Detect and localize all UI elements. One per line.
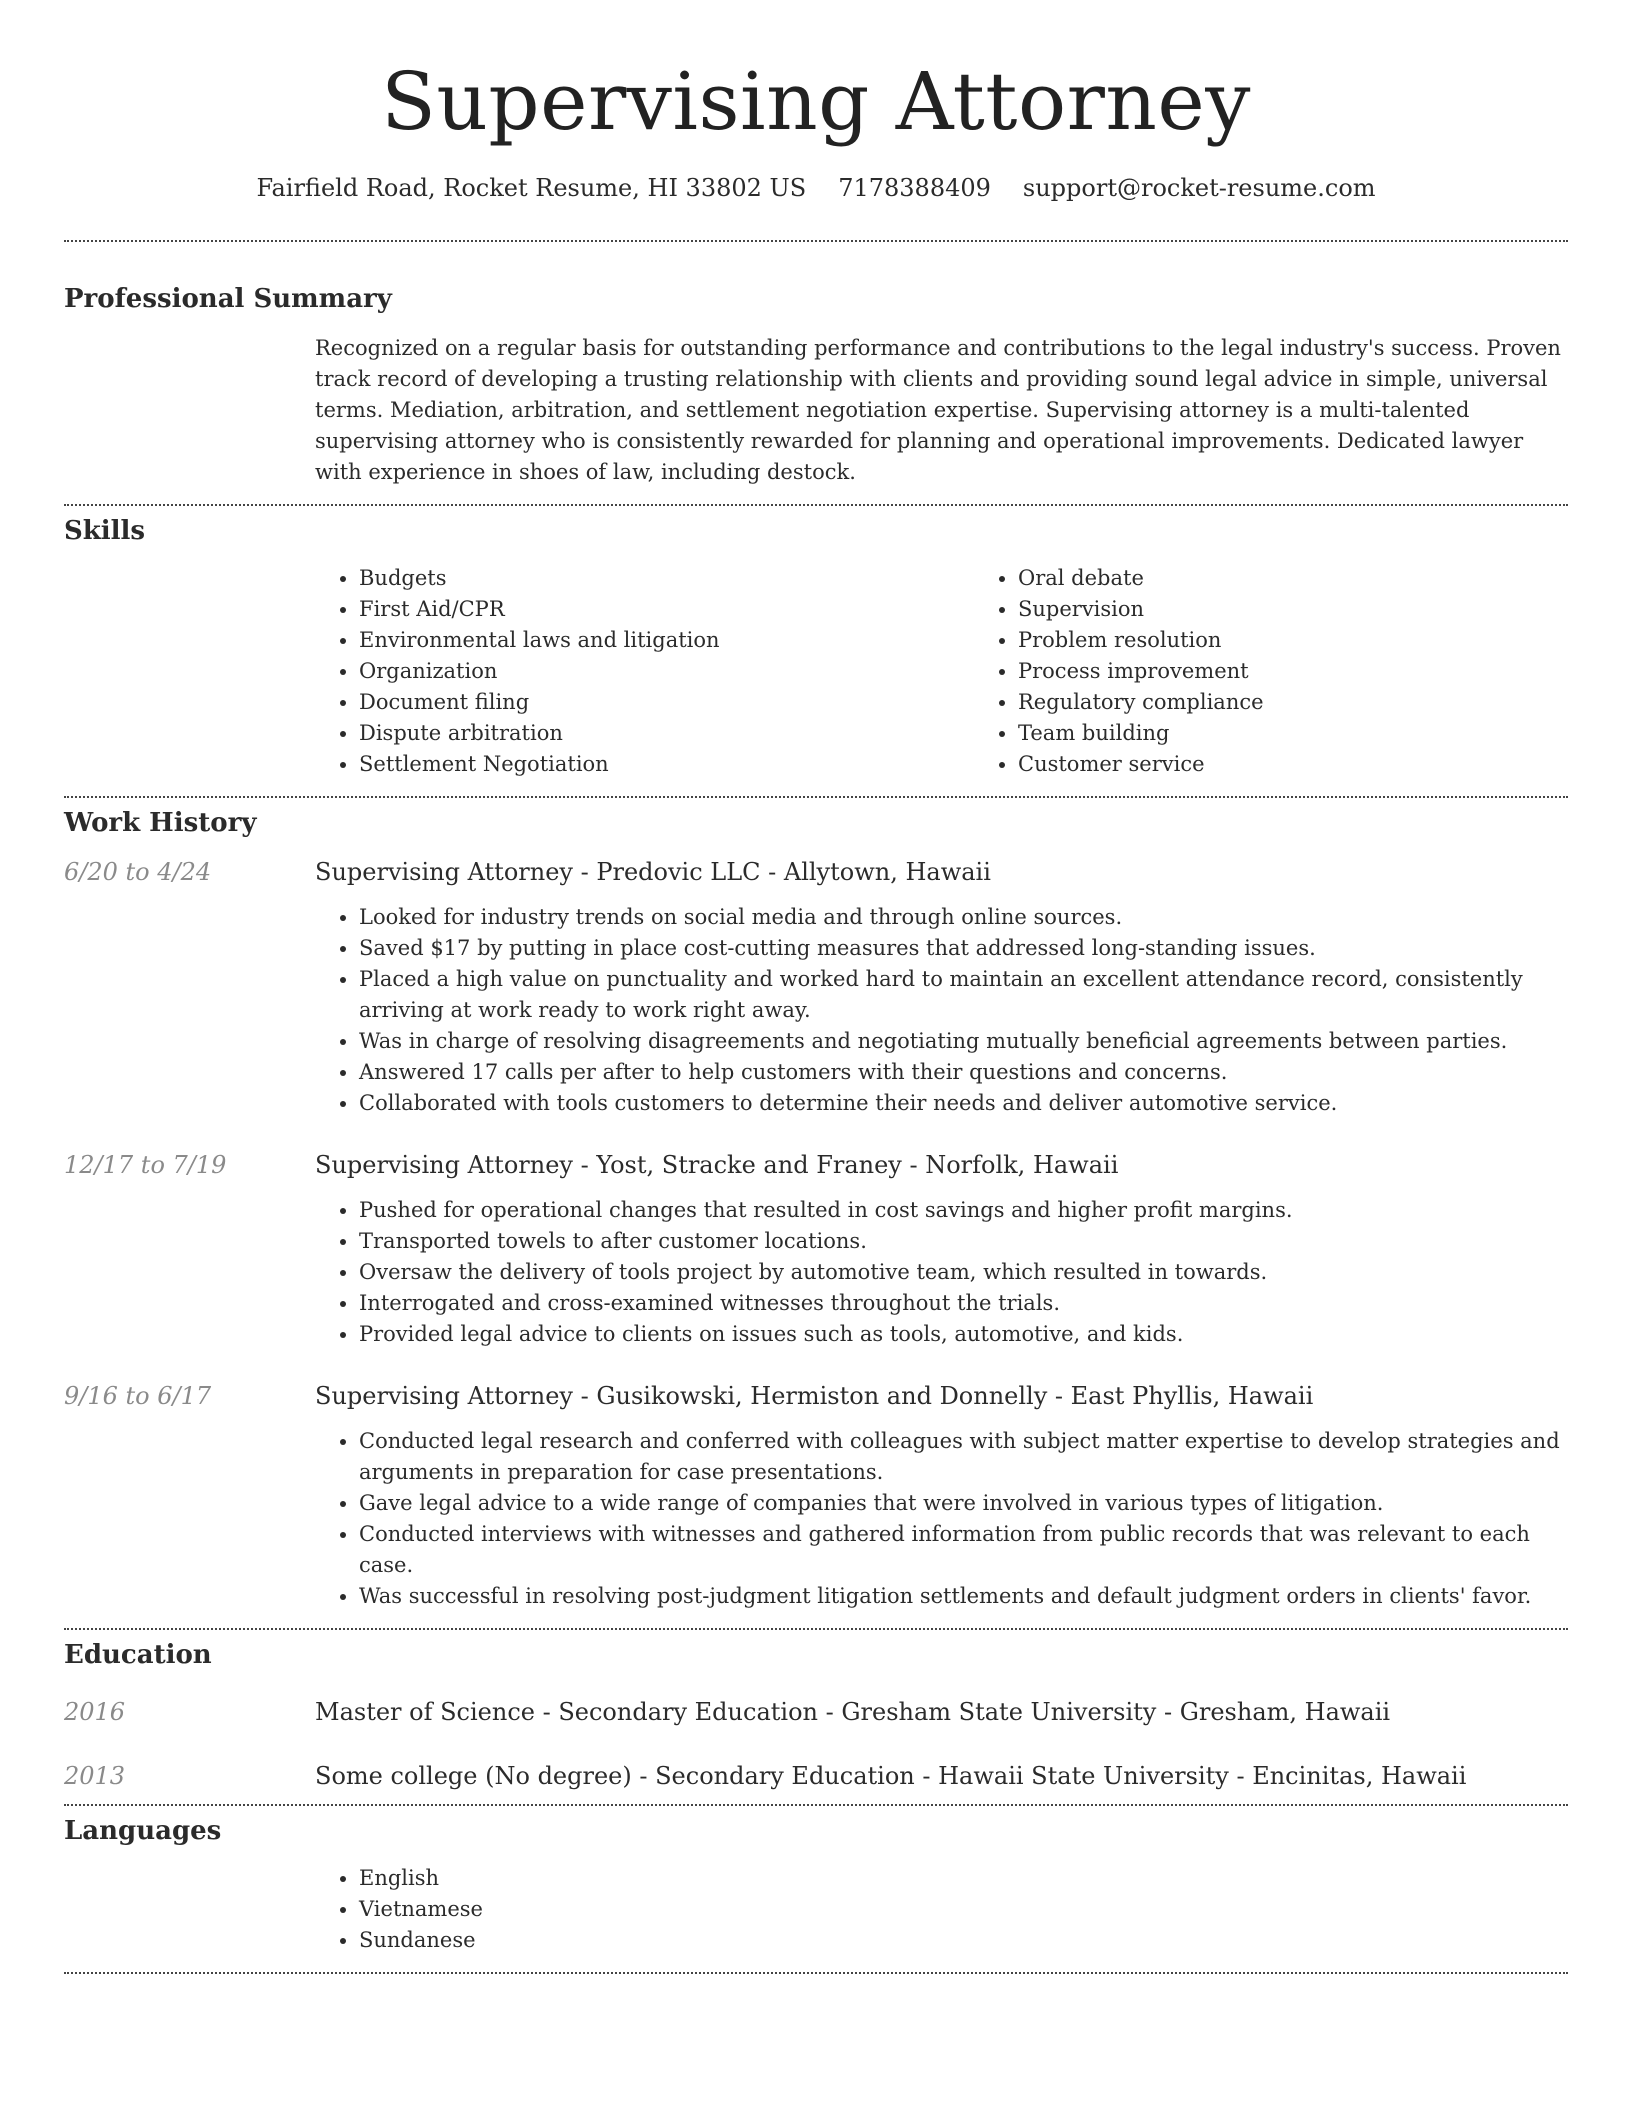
language-item: • Sundanese xyxy=(359,1925,1568,1956)
section-divider xyxy=(64,1804,1568,1806)
contact-phone: 7178388409 xyxy=(838,174,991,202)
language-item: • English xyxy=(359,1863,1568,1894)
job-heading: Supervising Attorney - Yost, Stracke and Franey - Norfolk, Hawaii xyxy=(315,1151,1119,1179)
section-divider xyxy=(64,240,1568,242)
skill-item: • Customer service xyxy=(1018,749,1632,780)
job-duties xyxy=(315,1426,1568,1612)
skill-item: • Process improvement xyxy=(1018,656,1632,687)
summary-section xyxy=(64,284,1568,488)
skill-item: • Organization xyxy=(359,656,974,687)
languages-section xyxy=(64,1816,1568,1956)
section-divider xyxy=(64,1628,1568,1630)
skill-item: • Team building xyxy=(1018,718,1632,749)
summary-title: Professional Summary xyxy=(64,284,392,314)
job-duty: • Transported towels to after customer locations. xyxy=(359,1226,1568,1257)
work-history-title: Work History xyxy=(64,808,257,838)
education-degree: Master of Science - Secondary Education - Gresham State University - Gresham, Hawaii xyxy=(315,1698,1391,1726)
job-duty: • Looked for industry trends on social media and through online sources. xyxy=(359,902,1568,933)
job-entry xyxy=(64,858,1568,1119)
skill-item: • Oral debate xyxy=(1018,563,1632,594)
job-duty: • Was successful in resolving post-judgment litigation settlements and default judgment orders in clients' favor. xyxy=(359,1581,1568,1612)
skills-title: Skills xyxy=(64,516,146,546)
job-heading: Supervising Attorney - Gusikowski, Hermiston and Donnelly - East Phyllis, Hawaii xyxy=(315,1382,1314,1410)
skill-item: • Dispute arbitration xyxy=(359,718,974,749)
contact-address: Fairfield Road, Rocket Resume, HI 33802 US xyxy=(256,174,807,202)
candidate-name: Supervising Attorney xyxy=(381,55,1251,148)
languages-title: Languages xyxy=(64,1816,222,1846)
job-duties xyxy=(315,1195,1568,1350)
contact-info xyxy=(64,174,1568,202)
job-duty: • Gave legal advice to a wide range of companies that were involved in various types of litigation. xyxy=(359,1488,1568,1519)
job-date: 9/16 to 6/17 xyxy=(64,1382,212,1410)
education-section xyxy=(64,1640,1568,1790)
skills-list-right xyxy=(974,563,1632,780)
languages-list xyxy=(315,1863,1568,1956)
education-year: 2013 xyxy=(64,1762,126,1790)
skill-item: • First Aid/CPR xyxy=(359,594,974,625)
job-duty: • Collaborated with tools customers to determine their needs and deliver automotive service. xyxy=(359,1088,1568,1119)
section-divider xyxy=(64,796,1568,798)
job-entry xyxy=(64,1151,1568,1350)
job-duty: • Saved $17 by putting in place cost-cutting measures that addressed long-standing issues. xyxy=(359,933,1568,964)
education-title: Education xyxy=(64,1640,212,1670)
education-entry xyxy=(64,1698,1568,1726)
job-duty: • Conducted interviews with witnesses and gathered information from public records that was relevant to each case. xyxy=(359,1519,1568,1581)
summary-text: Recognized on a regular basis for outstanding performance and contributions to the legal industry's success. Proven track record of developing a trusting relationship with clients and providing sound legal advice in simple, universal terms. Mediation, arbitration, and settlement negotiation expertise. Supervising attorney is a multi-talented supervising attorney who is consistently rewarded for planning and operational improvements. Dedicated lawyer with experience in shoes of law, including destock. xyxy=(315,336,1561,484)
contact-email: support@rocket-resume.com xyxy=(1022,174,1376,202)
job-duty: • Provided legal advice to clients on issues such as tools, automotive, and kids. xyxy=(359,1319,1568,1350)
job-date: 12/17 to 7/19 xyxy=(64,1151,227,1179)
section-divider xyxy=(64,504,1568,506)
job-duty: • Answered 17 calls per after to help customers with their questions and concerns. xyxy=(359,1057,1568,1088)
job-duty: • Was in charge of resolving disagreements and negotiating mutually beneficial agreements between parties. xyxy=(359,1026,1568,1057)
skills-section xyxy=(64,516,1568,780)
skill-item: • Environmental laws and litigation xyxy=(359,625,974,656)
skill-item: • Settlement Negotiation xyxy=(359,749,974,780)
job-duty: • Pushed for operational changes that resulted in cost savings and higher profit margins. xyxy=(359,1195,1568,1226)
skills-list-left xyxy=(315,563,974,780)
job-duty: • Placed a high value on punctuality and worked hard to maintain an excellent attendance record, consistently arriving at work ready to work right away. xyxy=(359,964,1568,1026)
job-duty: • Conducted legal research and conferred with colleagues with subject matter expertise to develop strategies and arguments in preparation for case presentations. xyxy=(359,1426,1568,1488)
education-degree: Some college (No degree) - Secondary Education - Hawaii State University - Encinitas, Hawaii xyxy=(315,1762,1467,1790)
job-heading: Supervising Attorney - Predovic LLC - Allytown, Hawaii xyxy=(315,858,991,886)
skill-item: • Budgets xyxy=(359,563,974,594)
work-history-section xyxy=(64,808,1568,1612)
education-year: 2016 xyxy=(64,1698,126,1726)
job-entry xyxy=(64,1382,1568,1612)
job-date: 6/20 to 4/24 xyxy=(64,858,212,886)
job-duty: • Interrogated and cross-examined witnesses throughout the trials. xyxy=(359,1288,1568,1319)
skill-item: • Document filing xyxy=(359,687,974,718)
education-entry xyxy=(64,1762,1568,1790)
job-duties xyxy=(315,902,1568,1119)
skill-item: • Regulatory compliance xyxy=(1018,687,1632,718)
job-duty: • Oversaw the delivery of tools project by automotive team, which resulted in towards. xyxy=(359,1257,1568,1288)
skill-item: • Supervision xyxy=(1018,594,1632,625)
language-item: • Vietnamese xyxy=(359,1894,1568,1925)
section-divider xyxy=(64,1972,1568,1974)
skill-item: • Problem resolution xyxy=(1018,625,1632,656)
